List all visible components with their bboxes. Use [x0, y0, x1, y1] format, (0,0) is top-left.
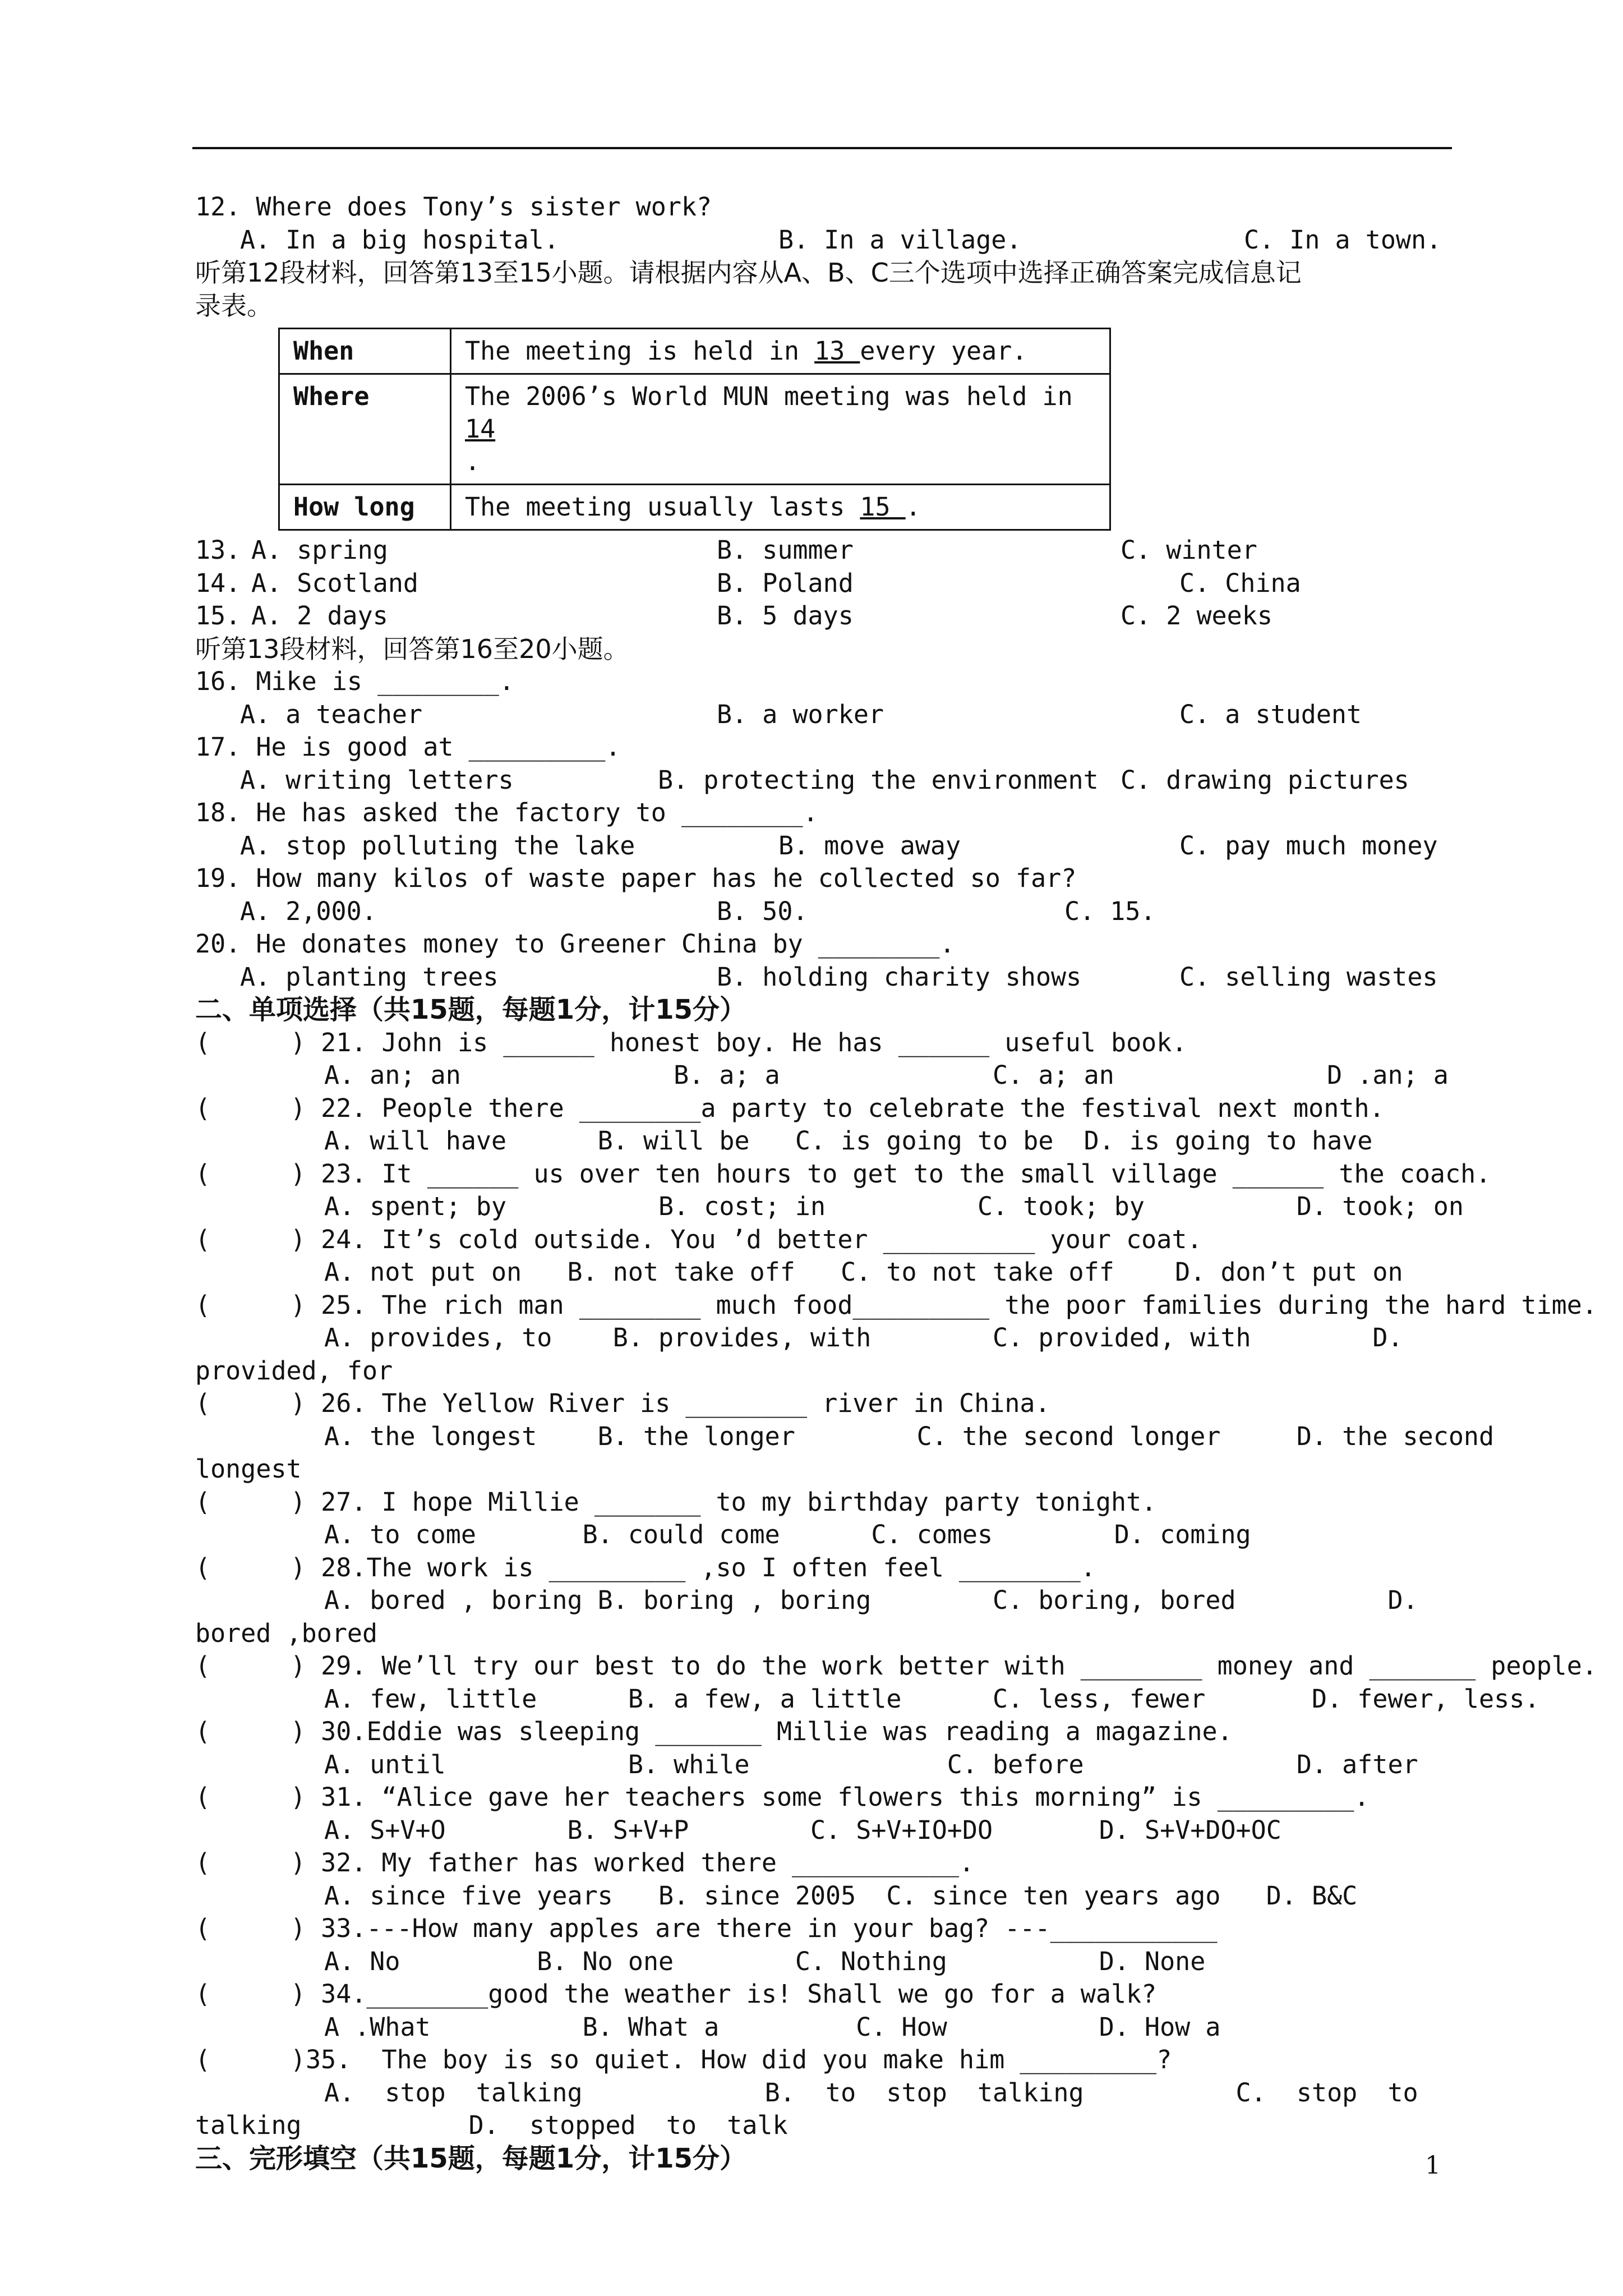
answer-bracket: (	[195, 1651, 211, 1681]
mcq-options: A. stop talking B. to stop talking C. stop to	[324, 2077, 1418, 2108]
mcq-stem-text: ) 34.________good the weather is! Shall we go for a walk?	[291, 1979, 1157, 2009]
option-c: C. pay much money	[1179, 830, 1438, 861]
mcq-options: A. S+V+O B. S+V+P C. S+V+IO+DO D. S+V+DO+OC	[324, 1815, 1281, 1845]
question-16-stem: 16. Mike is ________.	[195, 666, 514, 696]
question-12-stem: 12. Where does Tony’s sister work?	[195, 192, 712, 222]
table-head-where: Where	[279, 374, 451, 485]
multiple-choice-list	[195, 1027, 1597, 2142]
mcq-stem	[195, 1158, 1491, 1191]
mcq-stem	[195, 1781, 1451, 1814]
mcq-options: A. since five years B. since 2005 C. since ten years ago D. B&C	[324, 1880, 1358, 1911]
mcq-stem-text: ) 23. It ______ us over ten hours to get to the small village ______ the coach.	[291, 1158, 1491, 1189]
option-c: C. drawing pictures	[1121, 765, 1409, 795]
mcq-stem	[195, 1289, 1597, 1322]
table-row	[279, 329, 1110, 374]
answer-bracket: (	[195, 1979, 211, 2009]
mcq-stem	[195, 1486, 1451, 1519]
option-c: C. 2 weeks	[1121, 601, 1272, 631]
question-18-stem: 18. He has asked the factory to ________.	[195, 798, 818, 827]
question-12-options	[195, 224, 1451, 257]
page-number: 1	[1425, 2151, 1441, 2180]
question-13	[195, 534, 1451, 567]
mcq-options-wrap: provided, for	[195, 1355, 393, 1386]
answer-bracket: (	[195, 1290, 211, 1320]
option-c: C. winter	[1121, 535, 1257, 565]
question-number: 13.	[195, 535, 241, 565]
mcq-stem	[195, 1847, 1451, 1880]
mcq-stem-text: ) 26. The Yellow River is ________ river in China.	[291, 1388, 1050, 1418]
option-c: C. a student	[1179, 699, 1362, 729]
question-19-stem: 19. How many kilos of waste paper has he collected so far?	[195, 863, 1077, 893]
option-b: B. summer	[717, 535, 854, 565]
table-cell: The meeting usually lasts 15 .	[451, 485, 1110, 530]
mcq-stem-text: ) 21. John is ______ honest boy. He has ______ useful book.	[291, 1027, 1187, 1057]
mcq-stem-text: )35. The boy is so quiet. How did you make him _________?	[291, 2045, 1172, 2074]
answer-bracket: (	[195, 1913, 211, 1943]
mcq-stem-text: ) 24. It’s cold outside. You ’d better __________ your coat.	[291, 1224, 1202, 1254]
option-a: A. writing letters	[240, 765, 514, 795]
question-number: 14.	[195, 568, 241, 598]
mcq-options: A. spent; by B. cost; in C. took; by D. took; on	[324, 1191, 1464, 1221]
mcq-options: A. to come B. could come C. comes D. coming	[324, 1520, 1251, 1549]
option-b: B. 5 days	[717, 601, 854, 631]
question-17-stem: 17. He is good at _________.	[195, 732, 621, 762]
mcq-stem-text: ) 22. People there ________a party to celebrate the festival next month.	[291, 1093, 1385, 1123]
mcq-options: A. the longest B. the longer C. the second longer D. the second	[324, 1421, 1495, 1451]
answer-bracket: (	[195, 2045, 211, 2074]
mcq-options-wrap: talking D. stopped to talk	[195, 2110, 788, 2140]
mcq-options: A. No B. No one C. Nothing D. None	[324, 1946, 1206, 1976]
option-b: B. In a village.	[778, 224, 1022, 255]
answer-bracket: (	[195, 1027, 211, 1057]
table-head-how-long: How long	[279, 485, 451, 530]
option-a: A. spring	[251, 535, 388, 565]
mcq-options: A .What B. What a C. How D. How a	[324, 2012, 1221, 2042]
mcq-stem	[195, 1223, 1451, 1257]
info-record-table	[278, 328, 1111, 531]
question-19-options	[195, 895, 1451, 928]
mcq-stem-text: ) 33.---How many apples are there in your bag? ---___________	[291, 1913, 1218, 1943]
mcq-options: A. will have B. will be C. is going to be D. is going to have	[324, 1126, 1373, 1156]
question-14	[195, 567, 1451, 600]
table-cell: The 2006’s World MUN meeting was held in 14 .	[451, 374, 1110, 485]
listening-instruction-12-cont: 录表。	[195, 290, 273, 321]
option-b: B. 50.	[717, 896, 808, 926]
question-20-stem: 20. He donates money to Greener China by ________.	[195, 929, 955, 959]
table-row	[279, 374, 1110, 485]
mcq-stem-text: ) 28.The work is _________ ,so I often feel ________.	[291, 1552, 1096, 1582]
option-b: B. a worker	[717, 699, 884, 729]
mcq-stem	[195, 1912, 1451, 1945]
table-cell: The meeting is held in 13 every year.	[451, 329, 1110, 374]
mcq-stem	[195, 1092, 1451, 1125]
option-b: B. move away	[778, 830, 961, 861]
option-a: A. In a big hospital.	[240, 224, 559, 255]
mcq-options: A. an; an B. a; a C. a; an D .an; a	[324, 1060, 1449, 1090]
option-c: C. 15.	[1064, 896, 1156, 926]
answer-bracket: (	[195, 1782, 211, 1812]
answer-bracket: (	[195, 1487, 211, 1517]
option-a: A. 2 days	[251, 601, 388, 631]
option-c: C. In a town.	[1244, 224, 1442, 255]
answer-bracket: (	[195, 1717, 211, 1746]
listening-instruction-13: 听第13段材料，回答第16至20小题。	[195, 633, 629, 664]
table-head-when: When	[279, 329, 451, 374]
mcq-stem	[195, 1978, 1451, 2011]
mcq-stem-text: ) 25. The rich man ________ much food_________ the poor families during the hard time.	[291, 1290, 1597, 1320]
answer-bracket: (	[195, 1848, 211, 1878]
mcq-stem	[195, 1650, 1597, 1683]
table-row	[279, 485, 1110, 530]
answer-bracket: (	[195, 1093, 211, 1123]
option-a: A. stop polluting the lake	[240, 830, 635, 861]
answer-bracket: (	[195, 1224, 211, 1254]
question-18-options	[195, 830, 1451, 863]
blank-15: 15	[860, 492, 906, 522]
header-rule	[192, 147, 1452, 149]
mcq-options: A. not put on B. not take off C. to not take off D. don’t put on	[324, 1257, 1403, 1287]
mcq-stem-text: ) 29. We’ll try our best to do the work better with ________ money and _______ people.	[291, 1651, 1597, 1681]
option-b: B. holding charity shows	[717, 961, 1082, 992]
blank-14: 14	[465, 414, 496, 444]
mcq-options: A. bored , boring B. boring , boring C. boring, bored D.	[324, 1585, 1418, 1615]
blank-13: 13	[814, 336, 860, 366]
mcq-stem	[195, 1715, 1451, 1749]
mcq-stem-text: ) 27. I hope Millie _______ to my birthday party tonight.	[291, 1487, 1157, 1517]
mcq-stem-text: ) 30.Eddie was sleeping _______ Millie was reading a magazine.	[291, 1717, 1233, 1746]
mcq-stem	[195, 1027, 1451, 1060]
answer-bracket: (	[195, 1158, 211, 1189]
option-b: B. Poland	[717, 568, 854, 598]
question-number: 15.	[195, 601, 241, 631]
question-16-options	[195, 698, 1451, 731]
answer-bracket: (	[195, 1552, 211, 1582]
question-20-options	[195, 961, 1451, 994]
mcq-options-wrap: longest	[195, 1454, 302, 1484]
mcq-options: A. until B. while C. before D. after	[324, 1749, 1418, 1779]
mcq-stem-text: ) 31. “Alice gave her teachers some flowers this morning” is _________.	[291, 1782, 1370, 1812]
section-3-heading: 三、完形填空（共15题，每题1分，计15分）	[195, 2142, 746, 2174]
mcq-stem	[195, 1387, 1451, 1420]
option-a: A. Scotland	[251, 568, 419, 598]
exam-page	[195, 191, 1597, 2175]
answer-bracket: (	[195, 1388, 211, 1418]
mcq-options: A. provides, to B. provides, with C. provided, with D.	[324, 1323, 1403, 1352]
mcq-options-wrap: bored ,bored	[195, 1618, 378, 1648]
mcq-stem	[195, 1552, 1451, 1585]
option-c: C. selling wastes	[1179, 961, 1438, 992]
question-17-options	[195, 764, 1451, 797]
mcq-options: A. few, little B. a few, a little C. less, fewer D. fewer, less.	[324, 1683, 1540, 1714]
section-2-heading: 二、单项选择（共15题，每题1分，计15分）	[195, 994, 746, 1025]
option-a: A. 2,000.	[240, 896, 377, 926]
option-c: C. China	[1179, 568, 1301, 598]
mcq-stem-text: ) 32. My father has worked there ___________.	[291, 1848, 975, 1878]
question-15	[195, 600, 1451, 633]
option-a: A. planting trees	[240, 961, 499, 992]
listening-instruction-12: 听第12段材料，回答第13至15小题。请根据内容从A、B、C三个选项中选择正确答案完成信息记	[195, 257, 1302, 288]
mcq-stem	[195, 2044, 1451, 2077]
option-a: A. a teacher	[240, 699, 423, 729]
option-b: B. protecting the environment	[658, 765, 1099, 795]
